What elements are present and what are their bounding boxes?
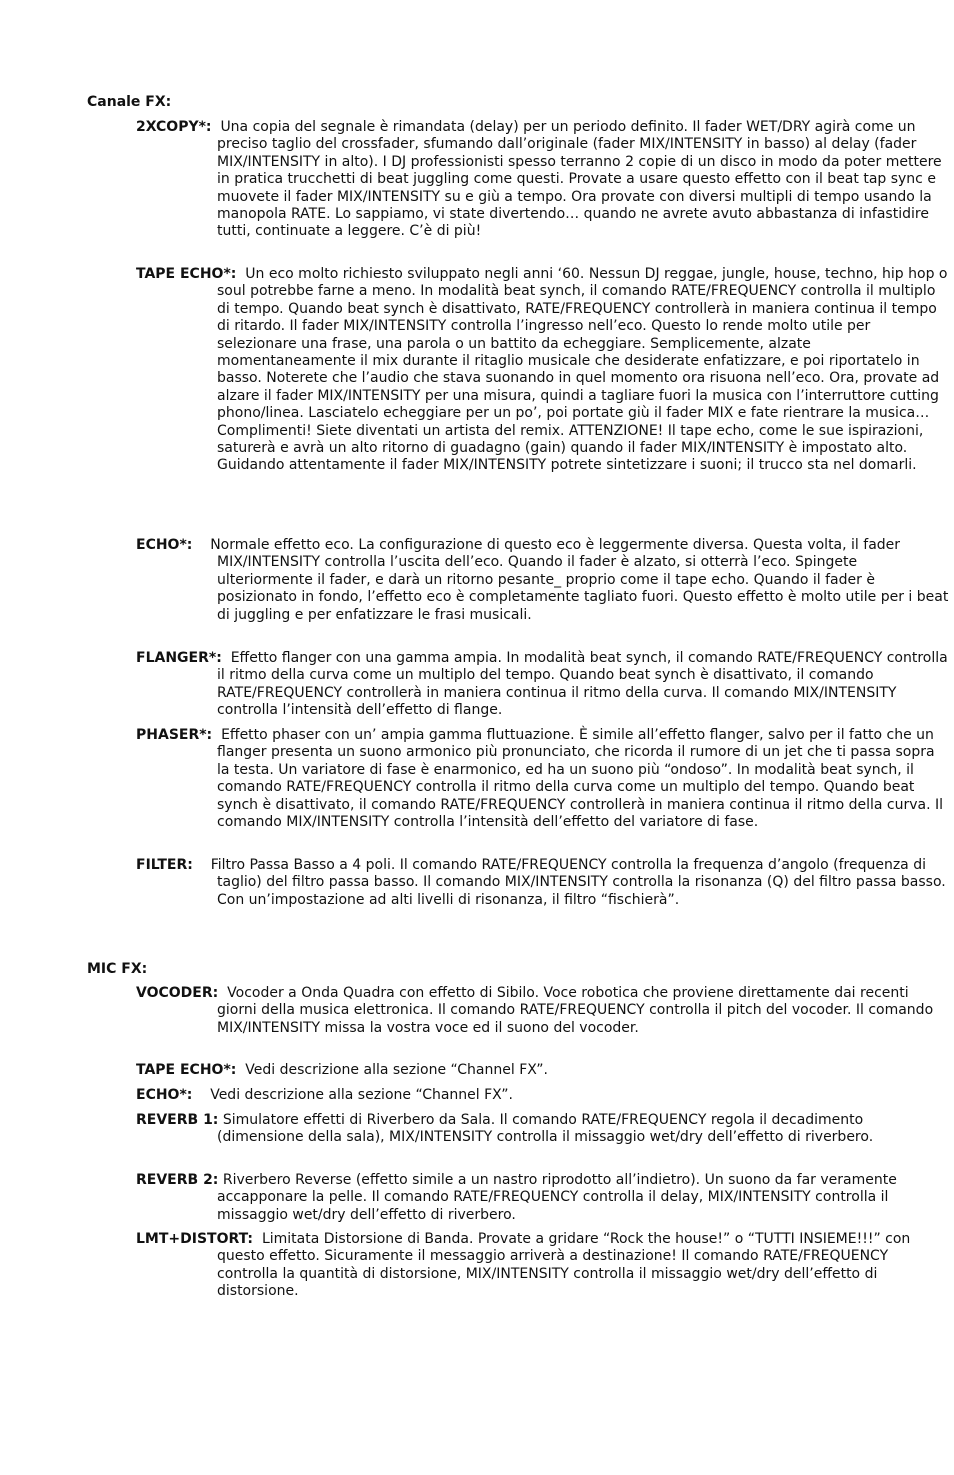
section-title-canale-fx: Canale FX: <box>87 94 172 110</box>
fx-term: VOCODER: <box>136 985 219 1001</box>
fx-term: TAPE ECHO*: <box>136 1062 237 1078</box>
fx-term: ECHO*: <box>136 537 193 553</box>
fx-description: Normale effetto eco. La configurazione di questo eco è leggermente diversa. Questa volta, il fader MIX/INTENSITY controlla l’uscita dell’eco. Quando il fader è alzato, si otterrà l’eco. Spingete ulteriormente il fader, e darà un ritorno pesante_ proprio come il tape echo. Quando il fader è posizionato in fondo, l’effetto eco è completamente tagliato fuori. Questo effetto è molto utile per i beat di juggling e per enfatizzare le frasi musicali. <box>210 537 949 623</box>
fx-entry-filter <box>136 857 951 909</box>
fx-term: ECHO*: <box>136 1087 193 1103</box>
section-title-mic-fx: MIC FX: <box>87 961 148 977</box>
fx-entry-flanger <box>136 650 951 720</box>
fx-description: Effetto phaser con un’ ampia gamma fluttuazione. È simile all’effetto flanger, salvo per il fatto che un flanger presenta un suono armonico più pronunciato, che ricorda il rumore di un jet che ti passa sopra la testa. Un variatore di fase è enarmonico, ed ha un suono più “ondoso”. In modalità beat synch, il comando RATE/FREQUENCY controlla il ritmo della curva come un multiplo del tempo. Quando beat synch è disattivato, il comando RATE/FREQUENCY controllerà in maniera continua il ritmo della curva. Il comando MIX/INTENSITY controlla l’intensità dell’effetto del variatore di fase. <box>217 727 943 831</box>
fx-term: PHASER*: <box>136 727 213 743</box>
fx-description: Una copia del segnale è rimandata (delay) per un periodo definito. Il fader WET/DRY agirà come un preciso taglio del crossfader, sfumando dall’originale (fader MIX/INTENSITY in basso) al delay (fader MIX/INTENSITY in alto). I DJ professionisti spesso terranno 2 copie di un disco in modo da poter mettere in pratica trucchetti di beat juggling come questi. Provate a usare questo effetto con il beat tap sync e muovete il fader MIX/INTENSITY su e giù a tempo. Ora provate con diversi multipli di tempo usando la manopola RATE. Lo sappiamo, vi state divertendo… quando ne avrete avuto abbastanza di infastidire tutti, continuate a leggere. C’è di più! <box>217 119 942 240</box>
fx-term: REVERB 1: <box>136 1112 219 1128</box>
fx-description: Vocoder a Onda Quadra con effetto di Sibilo. Voce robotica che proviene direttamente dai recenti giorni della musica elettronica. Il comando RATE/FREQUENCY controlla il pitch del vocoder. Il comando MIX/INTENSITY missa la vostra voce ed il suono del vocoder. <box>217 985 934 1036</box>
mic-entry-reverb-1 <box>136 1112 951 1147</box>
mic-entry-tape-echo <box>136 1062 951 1079</box>
fx-term: FILTER: <box>136 857 193 873</box>
fx-entry-2xcopy <box>136 119 951 241</box>
fx-entry-tape-echo <box>136 266 951 475</box>
mic-entry-echo <box>136 1087 951 1104</box>
mic-entry-reverb-2 <box>136 1172 951 1224</box>
fx-entry-phaser <box>136 727 951 831</box>
fx-entry-echo <box>136 537 951 624</box>
fx-description: Filtro Passa Basso a 4 poli. Il comando RATE/FREQUENCY controlla la frequenza d’angolo (frequenza di taglio) del filtro passa basso. Il comando MIX/INTENSITY controlla la risonanza (Q) del filtro passa basso. Con un’impostazione ad alti livelli di risonanza, il filtro “fischierà”. <box>210 857 946 908</box>
fx-description: Vedi descrizione alla sezione “Channel FX”. <box>245 1062 548 1078</box>
fx-term: REVERB 2: <box>136 1172 219 1188</box>
fx-term: 2XCOPY*: <box>136 119 212 135</box>
fx-description: Simulatore effetti di Riverbero da Sala. Il comando RATE/FREQUENCY regola il decadimento (dimensione della sala), MIX/INTENSITY controlla il missaggio wet/dry dell’effetto di riverbero. <box>217 1112 874 1146</box>
fx-description: Riverbero Reverse (effetto simile a un nastro riprodotto all’indietro). Un suono da far veramente accapponare la pelle. Il comando RATE/FREQUENCY controlla il delay, MIX/INTENSITY controlla il missaggio wet/dry dell’effetto di riverbero. <box>217 1172 897 1223</box>
fx-description: Limitata Distorsione di Banda. Provate a gridare “Rock the house!” o “TUTTI INSIEME!!!” con questo effetto. Sicuramente il messaggio arriverà a destinazione! Il comando RATE/FREQUENCY controlla la quantità di distorsione, MIX/INTENSITY controlla il missaggio wet/dry dell’effetto di distorsione. <box>217 1231 911 1300</box>
fx-term: FLANGER*: <box>136 650 222 666</box>
fx-description: Effetto flanger con una gamma ampia. In modalità beat synch, il comando RATE/FREQUENCY controlla il ritmo della curva come un multiplo del tempo. Quando beat synch è disattivato, il comando RATE/FREQUENCY controllerà in maniera continua il ritmo della curva. Il comando MIX/INTENSITY controlla l’intensità dell’effetto di flange. <box>217 650 948 719</box>
fx-description: Vedi descrizione alla sezione “Channel FX”. <box>210 1087 513 1103</box>
fx-term: TAPE ECHO*: <box>136 266 237 282</box>
fx-term: LMT+DISTORT: <box>136 1231 254 1247</box>
fx-description: Un eco molto richiesto sviluppato negli anni ‘60. Nessun DJ reggae, jungle, house, techno, hip hop o soul potrebbe farne a meno. In modalità beat synch, il comando RATE/FREQUENCY controlla il multiplo di tempo. Quando beat synch è disattivato, RATE/FREQUENCY controllerà in maniera continua il tempo di ritardo. Il fader MIX/INTENSITY controlla l’ingresso nell’eco. Questo lo rende molto utile per selezionare una frase, una parola o un battito da echeggiare. Semplicemente, alzate momentaneamente il mix durante il ritaglio musicale che desiderate enfatizzare, e poi riportatelo in basso. Noterete che l’audio che stava suonando in quel momento ora risuona nell’eco. Ora, provate ad alzare il fader MIX/INTENSITY per una misura, quindi a tagliare fuori la musica con l’interruttore cutting phono/linea. Lasciatelo echeggiare per un po’, poi portate giù il fader MIX e fate rientrare la musica… Complimenti! Siete diventati un artista del remix. ATTENZIONE! Il tape echo, come le sue ispirazioni, saturerà e avrà un alto ritorno di guadagno (gain) quando il fader MIX/INTENSITY è impostato alto. Guidando attentamente il fader MIX/INTENSITY potrete sintetizzare i suoni; il trucco sta nel domarli. <box>217 266 948 474</box>
mic-entry-lmt-distort <box>136 1231 951 1301</box>
mic-entry-vocoder <box>136 985 951 1037</box>
